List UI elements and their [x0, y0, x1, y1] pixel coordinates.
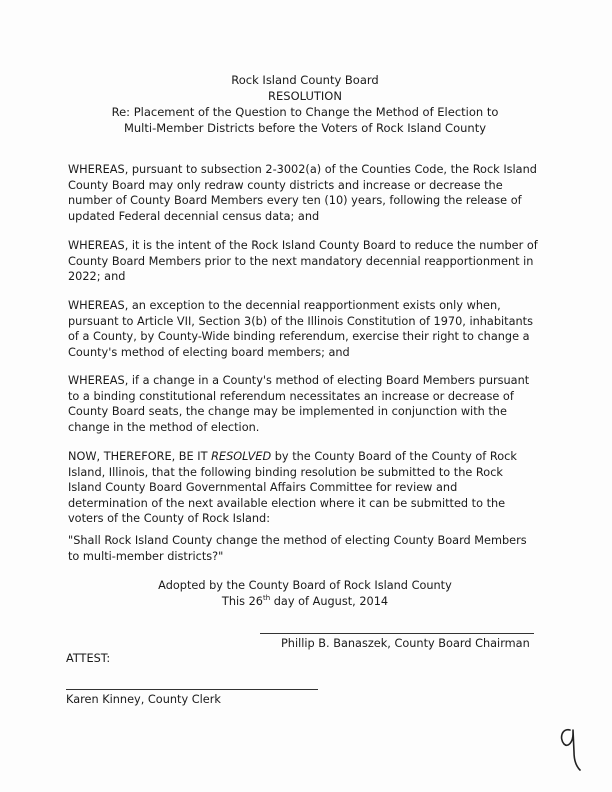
subject-line-1: Re: Placement of the Question to Change the Method of Election to — [111, 105, 499, 119]
clerk-signature-line — [66, 689, 318, 690]
adoption-date: This 26th day of August, 2014 — [221, 593, 389, 608]
document-type: RESOLUTION — [268, 89, 342, 103]
whereas-paragraph-1: WHEREAS, pursuant to subsection 2-3002(a) of the Counties Code, the Rock Island County Board may only redraw county districts and increase or decrease the number of County Board Members every ten (10) years, following the release of updated Federal decennial census data; and — [68, 163, 537, 223]
resolved-keyword: RESOLVED — [211, 450, 272, 463]
board-name: Rock Island County Board — [231, 73, 379, 87]
handwritten-page-number — [556, 724, 586, 774]
whereas-paragraph-4: WHEREAS, if a change in a County's method of electing Board Members pursuant to a binding constitutional referendum necessitates an increase or decrease of County Board seats, the change may be implemented in conjunction with the change in the method of election. — [68, 374, 530, 434]
resolved-paragraph — [68, 449, 538, 527]
subject-line-2: Multi-Member Districts before the Voters of Rock Island County — [123, 121, 487, 135]
ballot-question: "Shall Rock Island County change the method of electing County Board Members to multi-member districts?" — [68, 534, 527, 563]
resolved-prefix: NOW, THEREFORE, BE IT — [68, 450, 212, 463]
adoption-line-1: Adopted by the County Board of Rock Island County — [158, 579, 452, 592]
resolved-body: by the County Board of the County of Rock Island, Illinois, that the following binding resolution be submitted to the Rock Island County Board Governmental Affairs Committee for review and determination of the next available election where it can be submitted to the voters of the County of Rock Island: — [68, 450, 517, 525]
resolution-header — [60, 72, 550, 136]
whereas-paragraph-3: WHEREAS, an exception to the decennial reapportionment exists only when, pursuant to Article VII, Section 3(b) of the Illinois Constitution of 1970, inhabitants of a County, by County-Wide binding referendum, exercise their right to change a County's method of electing board members; and — [68, 299, 533, 359]
adoption-statement — [60, 578, 550, 609]
whereas-paragraph-2: WHEREAS, it is the intent of the Rock Island County Board to reduce the number of County Board Members prior to the next mandatory decennial reapportionment in 2022; and — [68, 239, 538, 283]
clerk-name: Karen Kinney, County Clerk — [66, 693, 221, 706]
chairman-signature-line — [260, 633, 534, 634]
chairman-name: Phillip B. Banaszek, County Board Chairman — [281, 637, 530, 650]
attest-label: ATTEST: — [66, 652, 111, 665]
